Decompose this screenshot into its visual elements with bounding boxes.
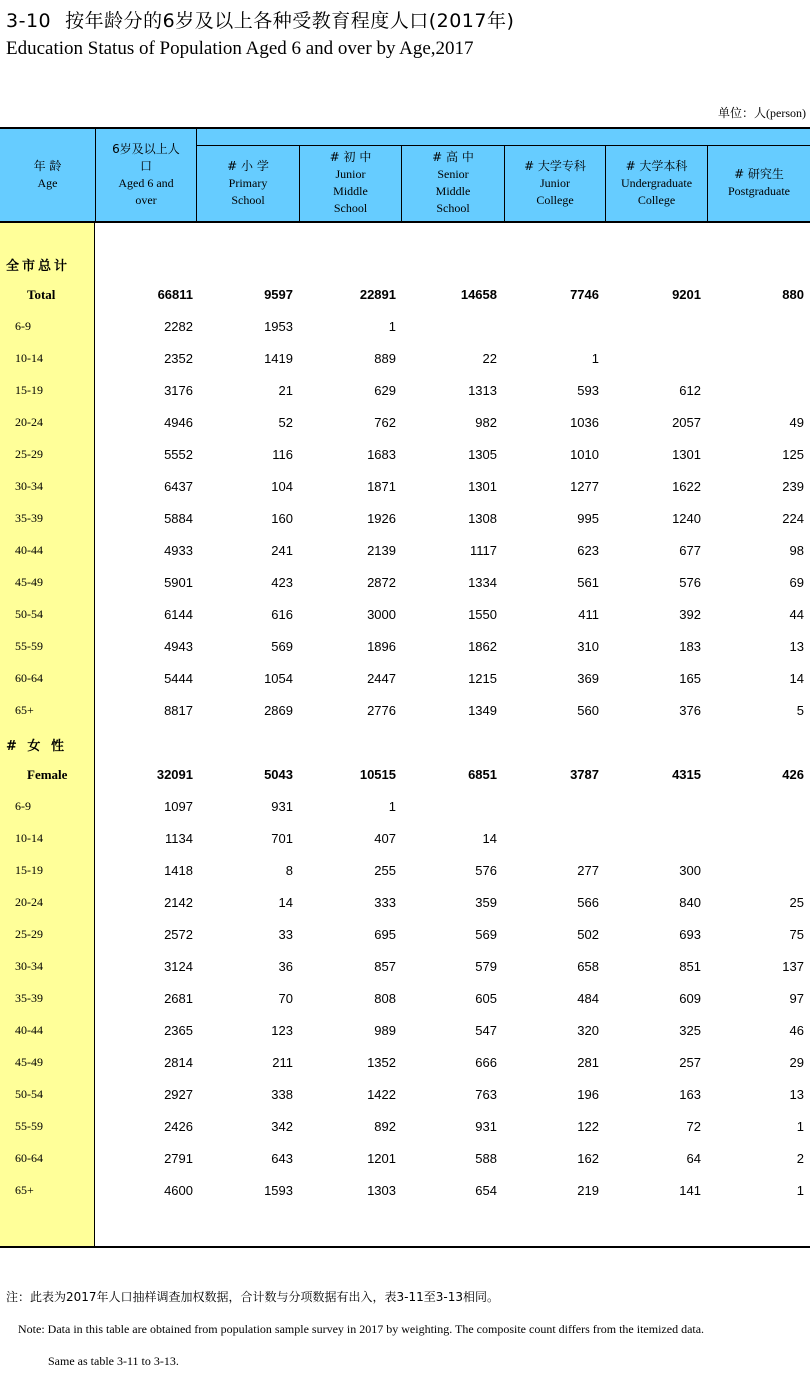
cell-junior: 333 bbox=[374, 895, 396, 910]
cell-senior: 605 bbox=[475, 991, 497, 1006]
cell-junior: 892 bbox=[374, 1119, 396, 1134]
cell-postgrad: 97 bbox=[789, 991, 804, 1006]
cell-jcollege: 1277 bbox=[570, 479, 599, 494]
header-undergraduate bbox=[606, 145, 707, 221]
table-row bbox=[0, 1047, 810, 1079]
cell-jcollege: 310 bbox=[577, 639, 599, 654]
cell-total: 3124 bbox=[164, 959, 193, 974]
table-row bbox=[0, 311, 810, 343]
header-undergraduate-en: Undergraduate College bbox=[620, 175, 693, 207]
cell-junior: 1201 bbox=[367, 1151, 396, 1166]
table-row bbox=[0, 1111, 810, 1143]
cell-postgrad: 75 bbox=[789, 927, 804, 942]
cell-jcollege: 411 bbox=[578, 607, 599, 622]
age-cell: 6-9 bbox=[15, 799, 31, 813]
cell-total: 4946 bbox=[164, 415, 193, 430]
age-cell: 60-64 bbox=[15, 1151, 43, 1165]
cell-primary: 160 bbox=[271, 511, 293, 526]
cell-senior: 569 bbox=[475, 927, 497, 942]
age-cell: 20-24 bbox=[15, 415, 43, 429]
cell-undergrad: 163 bbox=[679, 1087, 701, 1102]
table-row bbox=[0, 695, 810, 727]
cell-undergrad: 576 bbox=[679, 575, 701, 590]
unit-en: (person) bbox=[766, 106, 806, 120]
cell-junior: 407 bbox=[374, 831, 396, 846]
cell-junior: 1352 bbox=[367, 1055, 396, 1070]
cell-senior: 1215 bbox=[468, 671, 497, 686]
cell-total: 2352 bbox=[164, 351, 193, 366]
cell-total: 6144 bbox=[164, 607, 193, 622]
cell-senior: 547 bbox=[475, 1023, 497, 1038]
header-divider bbox=[196, 129, 197, 221]
cell-total: 1134 bbox=[165, 831, 193, 846]
table-header bbox=[0, 127, 810, 223]
cell-postgrad: 239 bbox=[782, 479, 804, 494]
table-row bbox=[0, 823, 810, 855]
cell-jcollege: 281 bbox=[577, 1055, 599, 1070]
cell-junior: 857 bbox=[374, 959, 396, 974]
cell-jcollege: 320 bbox=[577, 1023, 599, 1038]
cell-senior: 763 bbox=[475, 1087, 497, 1102]
cell-jcollege: 1 bbox=[591, 351, 599, 366]
header-postgraduate bbox=[708, 145, 810, 221]
cell-total: 2927 bbox=[164, 1087, 193, 1102]
cell-senior: 1862 bbox=[468, 639, 497, 654]
header-divider bbox=[605, 145, 606, 221]
cell-junior: 1422 bbox=[367, 1087, 396, 1102]
cell-jcollege: 658 bbox=[577, 959, 599, 974]
cell-total: 2814 bbox=[164, 1055, 193, 1070]
table-row bbox=[0, 567, 810, 599]
cell-undergrad: 2057 bbox=[672, 415, 701, 430]
table-row bbox=[0, 1015, 810, 1047]
cell-postgrad: 125 bbox=[782, 447, 804, 462]
age-cell: 65+ bbox=[15, 1183, 34, 1197]
cell-senior: 982 bbox=[475, 415, 497, 430]
cell-primary: 104 bbox=[271, 479, 293, 494]
cell-primary: 52 bbox=[278, 415, 293, 430]
cell-junior: 1 bbox=[388, 319, 396, 334]
cell-jcollege: 502 bbox=[577, 927, 599, 942]
title-cn-text: 按年龄分的6岁及以上各种受教育程度人口(2017年) bbox=[65, 10, 515, 32]
cell-total: 1418 bbox=[164, 863, 193, 878]
cell-undergrad: 165 bbox=[679, 671, 701, 686]
header-senior-middle-en: Senior Middle School bbox=[435, 167, 471, 215]
cell-total: 5444 bbox=[164, 671, 193, 686]
cell-junior: 255 bbox=[374, 863, 396, 878]
unit-label bbox=[718, 104, 806, 121]
cell-postgrad: 46 bbox=[789, 1023, 804, 1038]
cell-junior: 3000 bbox=[367, 607, 396, 622]
cell-postgrad: 426 bbox=[782, 767, 804, 782]
header-junior-middle-en: Junior Middle School bbox=[333, 167, 368, 215]
cell-postgrad: 137 bbox=[782, 959, 804, 974]
cell-postgrad: 69 bbox=[789, 575, 804, 590]
cell-postgrad: 13 bbox=[789, 639, 804, 654]
table-row bbox=[0, 535, 810, 567]
age-cell: 55-59 bbox=[15, 1119, 43, 1133]
cell-senior: 1550 bbox=[468, 607, 497, 622]
cell-total: 1097 bbox=[164, 799, 193, 814]
cell-primary: 211 bbox=[272, 1055, 293, 1070]
header-primary-en: Primary School bbox=[228, 175, 268, 207]
cell-senior: 1334 bbox=[468, 575, 497, 590]
table-row bbox=[0, 503, 810, 535]
cell-total: 2142 bbox=[164, 895, 193, 910]
cell-undergrad: 9201 bbox=[672, 287, 701, 302]
age-cell: 30-34 bbox=[15, 959, 43, 973]
header-age bbox=[0, 129, 95, 221]
age-cell: 20-24 bbox=[15, 895, 43, 909]
table-row bbox=[0, 631, 810, 663]
header-divider bbox=[504, 145, 505, 221]
cell-junior: 762 bbox=[374, 415, 396, 430]
header-aged6-en: Aged 6 and over bbox=[118, 176, 174, 207]
table-row bbox=[0, 599, 810, 631]
cell-postgrad: 25 bbox=[789, 895, 804, 910]
table-row bbox=[0, 1175, 810, 1207]
cell-jcollege: 196 bbox=[577, 1087, 599, 1102]
cell-junior: 629 bbox=[374, 383, 396, 398]
cell-postgrad: 14 bbox=[789, 671, 804, 686]
age-cell: 15-19 bbox=[15, 863, 43, 877]
age-cell: Total bbox=[27, 287, 56, 302]
age-cell: 30-34 bbox=[15, 479, 43, 493]
cell-jcollege: 122 bbox=[577, 1119, 599, 1134]
note-cn: 注：此表为2017年人口抽样调查加权数据，合计数与分项数据有出入，表3-11至3-13相同。 bbox=[6, 1290, 500, 1304]
cell-primary: 423 bbox=[271, 575, 293, 590]
cell-primary: 342 bbox=[271, 1119, 293, 1134]
header-postgraduate-en: Postgraduate bbox=[728, 184, 790, 198]
cell-primary: 1419 bbox=[264, 351, 293, 366]
cell-junior: 695 bbox=[374, 927, 396, 942]
header-divider bbox=[299, 145, 300, 221]
cell-jcollege: 277 bbox=[577, 863, 599, 878]
header-junior-college-cn: # 大学专科 bbox=[524, 158, 586, 173]
age-cell: 40-44 bbox=[15, 543, 43, 557]
table-row bbox=[0, 407, 810, 439]
note-en-continued: Same as table 3-11 to 3-13. bbox=[48, 1354, 179, 1368]
cell-junior: 22891 bbox=[359, 287, 396, 302]
cell-total: 3176 bbox=[164, 383, 193, 398]
table-row bbox=[0, 951, 810, 983]
cell-senior: 666 bbox=[475, 1055, 497, 1070]
header-primary-cn: # 小 学 bbox=[227, 158, 269, 173]
cell-junior: 989 bbox=[374, 1023, 396, 1038]
cell-primary: 1953 bbox=[264, 319, 293, 334]
cell-senior: 654 bbox=[475, 1183, 497, 1198]
header-aged6 bbox=[96, 129, 196, 221]
age-cell: 15-19 bbox=[15, 383, 43, 397]
section-label: 全市总计 bbox=[6, 259, 71, 274]
cell-postgrad: 44 bbox=[789, 607, 804, 622]
age-cell: 65+ bbox=[15, 703, 34, 717]
cell-total: 2572 bbox=[164, 927, 193, 942]
cell-postgrad: 880 bbox=[782, 287, 804, 302]
cell-junior: 2776 bbox=[367, 703, 396, 718]
cell-total: 4933 bbox=[164, 543, 193, 558]
cell-primary: 36 bbox=[278, 959, 293, 974]
page-title-en: Education Status of Population Aged 6 and over by Age,2017 bbox=[6, 38, 474, 59]
cell-postgrad: 5 bbox=[796, 703, 804, 718]
cell-senior: 588 bbox=[475, 1151, 497, 1166]
cell-undergrad: 72 bbox=[686, 1119, 701, 1134]
cell-senior: 576 bbox=[475, 863, 497, 878]
cell-undergrad: 1301 bbox=[672, 447, 701, 462]
header-divider bbox=[707, 145, 708, 221]
header-age-cn: 年 龄 bbox=[33, 159, 62, 173]
cell-senior: 1305 bbox=[468, 447, 497, 462]
cell-total: 32091 bbox=[156, 767, 193, 782]
header-postgraduate-cn: # 研究生 bbox=[734, 167, 784, 181]
cell-senior: 359 bbox=[475, 895, 497, 910]
table-row bbox=[0, 919, 810, 951]
cell-undergrad: 300 bbox=[679, 863, 701, 878]
header-divider bbox=[95, 129, 96, 221]
age-cell: 40-44 bbox=[15, 1023, 43, 1037]
age-cell: 50-54 bbox=[15, 607, 43, 621]
table-row bbox=[0, 1143, 810, 1175]
age-cell: 10-14 bbox=[15, 831, 43, 845]
cell-jcollege: 162 bbox=[577, 1151, 599, 1166]
cell-jcollege: 995 bbox=[577, 511, 599, 526]
table-row bbox=[0, 471, 810, 503]
cell-postgrad: 1 bbox=[796, 1183, 804, 1198]
cell-primary: 9597 bbox=[264, 287, 293, 302]
table-bottom-rule bbox=[0, 1246, 810, 1248]
cell-undergrad: 183 bbox=[679, 639, 701, 654]
age-cell: 6-9 bbox=[15, 319, 31, 333]
cell-jcollege: 593 bbox=[577, 383, 599, 398]
cell-total: 2681 bbox=[164, 991, 193, 1006]
cell-junior: 2872 bbox=[367, 575, 396, 590]
cell-senior: 1313 bbox=[468, 383, 497, 398]
cell-postgrad: 224 bbox=[782, 511, 804, 526]
cell-postgrad: 1 bbox=[796, 1119, 804, 1134]
age-cell: 35-39 bbox=[15, 511, 43, 525]
cell-total: 6437 bbox=[164, 479, 193, 494]
cell-junior: 2447 bbox=[367, 671, 396, 686]
cell-jcollege: 1036 bbox=[570, 415, 599, 430]
header-age-en: Age bbox=[37, 176, 58, 190]
cell-undergrad: 693 bbox=[679, 927, 701, 942]
header-undergraduate-cn: # 大学本科 bbox=[625, 158, 688, 173]
cell-postgrad: 49 bbox=[789, 415, 804, 430]
header-senior-middle-cn: # 高 中 bbox=[432, 150, 474, 164]
cell-jcollege: 7746 bbox=[570, 287, 599, 302]
header-junior-middle bbox=[300, 145, 401, 221]
cell-junior: 10515 bbox=[359, 767, 396, 782]
cell-jcollege: 623 bbox=[577, 543, 599, 558]
cell-senior: 1117 bbox=[470, 543, 497, 558]
table-row bbox=[0, 983, 810, 1015]
cell-senior: 1301 bbox=[468, 479, 497, 494]
header-junior-college-en: Junior College bbox=[536, 175, 574, 207]
section-label: # 女 性 bbox=[6, 739, 67, 754]
cell-junior: 1871 bbox=[367, 479, 396, 494]
cell-primary: 569 bbox=[271, 639, 293, 654]
cell-primary: 33 bbox=[278, 927, 293, 942]
cell-total: 5552 bbox=[164, 447, 193, 462]
cell-junior: 1896 bbox=[367, 639, 396, 654]
cell-total: 66811 bbox=[157, 287, 193, 302]
table-row bbox=[0, 375, 810, 407]
cell-primary: 21 bbox=[278, 383, 293, 398]
age-cell: 45-49 bbox=[15, 575, 43, 589]
age-cell: Female bbox=[27, 767, 68, 782]
cell-primary: 14 bbox=[278, 895, 293, 910]
cell-jcollege: 561 bbox=[577, 575, 599, 590]
cell-total: 2791 bbox=[164, 1151, 193, 1166]
cell-junior: 889 bbox=[374, 351, 396, 366]
cell-primary: 2869 bbox=[264, 703, 293, 718]
table-row bbox=[0, 1079, 810, 1111]
cell-undergrad: 257 bbox=[679, 1055, 701, 1070]
cell-primary: 116 bbox=[272, 447, 293, 462]
cell-total: 4600 bbox=[164, 1183, 193, 1198]
total-row bbox=[0, 279, 810, 311]
cell-undergrad: 392 bbox=[679, 607, 701, 622]
cell-primary: 643 bbox=[271, 1151, 293, 1166]
cell-primary: 338 bbox=[271, 1087, 293, 1102]
page-title-cn bbox=[6, 6, 514, 33]
cell-undergrad: 141 bbox=[679, 1183, 701, 1198]
table-row bbox=[0, 439, 810, 471]
header-divider bbox=[401, 145, 402, 221]
cell-junior: 1 bbox=[388, 799, 396, 814]
cell-jcollege: 369 bbox=[577, 671, 599, 686]
cell-postgrad: 13 bbox=[789, 1087, 804, 1102]
cell-jcollege: 219 bbox=[577, 1183, 599, 1198]
cell-postgrad: 2 bbox=[796, 1151, 804, 1166]
cell-senior: 6851 bbox=[468, 767, 497, 782]
cell-undergrad: 4315 bbox=[672, 767, 701, 782]
cell-undergrad: 851 bbox=[679, 959, 701, 974]
total-row bbox=[0, 759, 810, 791]
age-cell: 50-54 bbox=[15, 1087, 43, 1101]
age-cell: 25-29 bbox=[15, 927, 43, 941]
cell-total: 8817 bbox=[164, 703, 193, 718]
cell-undergrad: 64 bbox=[686, 1151, 701, 1166]
cell-postgrad: 29 bbox=[789, 1055, 804, 1070]
cell-primary: 5043 bbox=[264, 767, 293, 782]
cell-senior: 579 bbox=[475, 959, 497, 974]
cell-undergrad: 1240 bbox=[672, 511, 701, 526]
cell-senior: 14658 bbox=[460, 287, 497, 302]
age-cell: 25-29 bbox=[15, 447, 43, 461]
cell-postgrad: 98 bbox=[789, 543, 804, 558]
cell-jcollege: 566 bbox=[577, 895, 599, 910]
age-cell: 10-14 bbox=[15, 351, 43, 365]
cell-junior: 1683 bbox=[367, 447, 396, 462]
cell-junior: 1303 bbox=[367, 1183, 396, 1198]
cell-undergrad: 325 bbox=[679, 1023, 701, 1038]
table-row bbox=[0, 663, 810, 695]
cell-total: 2282 bbox=[164, 319, 193, 334]
cell-senior: 1349 bbox=[468, 703, 497, 718]
cell-total: 5884 bbox=[164, 511, 193, 526]
cell-junior: 2139 bbox=[367, 543, 396, 558]
cell-primary: 701 bbox=[271, 831, 293, 846]
cell-jcollege: 3787 bbox=[570, 767, 599, 782]
cell-undergrad: 1622 bbox=[672, 479, 701, 494]
cell-undergrad: 840 bbox=[679, 895, 701, 910]
cell-senior: 22 bbox=[482, 351, 497, 366]
cell-junior: 808 bbox=[374, 991, 396, 1006]
header-junior-middle-cn: # 初 中 bbox=[329, 150, 372, 164]
table-number: 3-10 bbox=[6, 10, 52, 32]
cell-primary: 70 bbox=[278, 991, 293, 1006]
cell-total: 4943 bbox=[164, 639, 193, 654]
cell-primary: 1054 bbox=[264, 671, 293, 686]
table-row bbox=[0, 791, 810, 823]
age-cell: 45-49 bbox=[15, 1055, 43, 1069]
table-row bbox=[0, 855, 810, 887]
cell-jcollege: 560 bbox=[577, 703, 599, 718]
cell-senior: 14 bbox=[482, 831, 497, 846]
age-cell: 55-59 bbox=[15, 639, 43, 653]
cell-junior: 1926 bbox=[367, 511, 396, 526]
age-cell: 35-39 bbox=[15, 991, 43, 1005]
age-cell: 60-64 bbox=[15, 671, 43, 685]
cell-primary: 616 bbox=[271, 607, 293, 622]
cell-primary: 8 bbox=[285, 863, 293, 878]
cell-primary: 123 bbox=[271, 1023, 293, 1038]
cell-jcollege: 484 bbox=[577, 991, 599, 1006]
cell-primary: 241 bbox=[271, 543, 293, 558]
cell-undergrad: 609 bbox=[679, 991, 701, 1006]
header-junior-college bbox=[505, 145, 605, 221]
table-row bbox=[0, 343, 810, 375]
cell-total: 2365 bbox=[164, 1023, 193, 1038]
note-en: Note: Data in this table are obtained from population sample survey in 2017 by weighting. The composite count differs from the itemized data. bbox=[18, 1322, 705, 1336]
cell-senior: 1308 bbox=[468, 511, 497, 526]
data-table bbox=[0, 127, 810, 1248]
header-senior-middle bbox=[402, 145, 504, 221]
table-row bbox=[0, 887, 810, 919]
cell-undergrad: 677 bbox=[679, 543, 701, 558]
cell-total: 5901 bbox=[164, 575, 193, 590]
cell-undergrad: 612 bbox=[679, 383, 701, 398]
header-primary bbox=[197, 145, 299, 221]
cell-jcollege: 1010 bbox=[570, 447, 599, 462]
cell-senior: 931 bbox=[475, 1119, 497, 1134]
header-aged6-cn: 6岁及以上人 口 bbox=[112, 142, 192, 173]
cell-primary: 1593 bbox=[264, 1183, 293, 1198]
cell-total: 2426 bbox=[164, 1119, 193, 1134]
unit-cn: 单位：人 bbox=[718, 106, 767, 120]
cell-undergrad: 376 bbox=[679, 703, 701, 718]
cell-primary: 931 bbox=[271, 799, 293, 814]
